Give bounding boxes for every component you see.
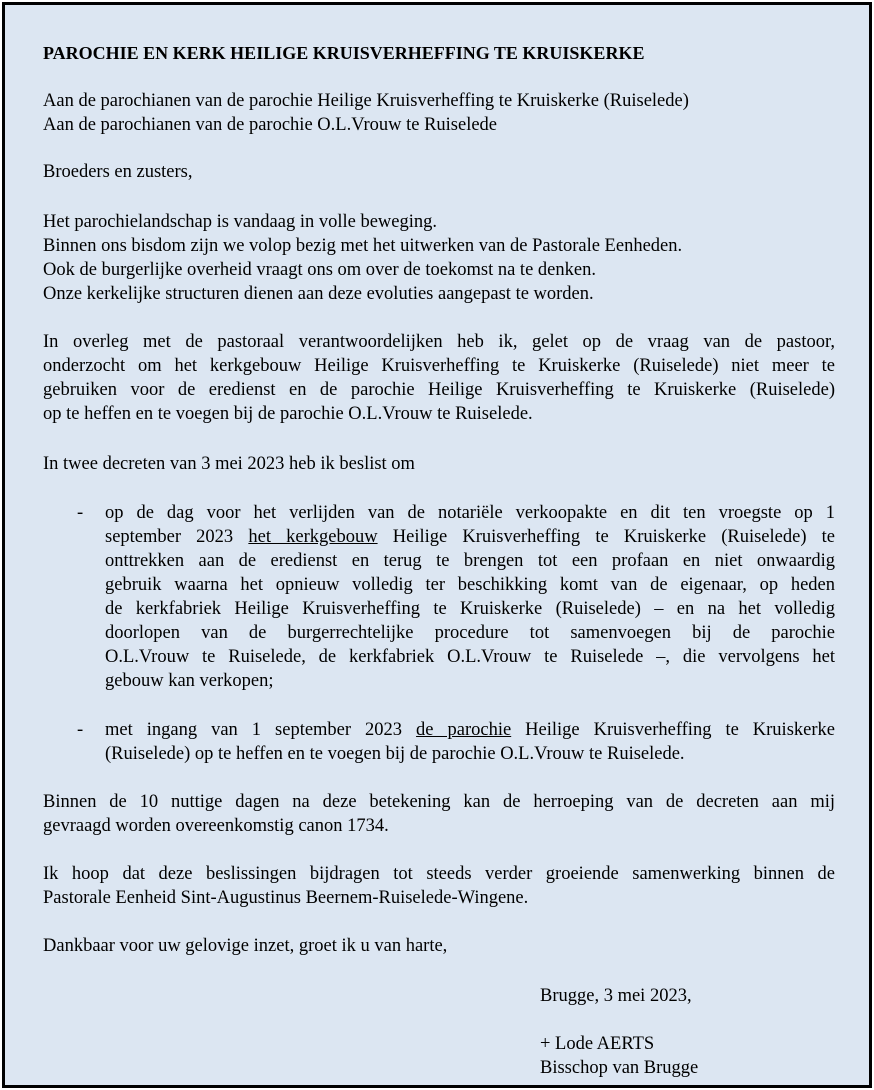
appeal-line: Binnen de 10 nuttige dagen na deze betekening kan de herroeping van de decreten aan mij: [43, 792, 835, 812]
addressee-line: Aan de parochianen van de parochie Heilige Kruisverheffing te Kruiskerke (Ruiselede): [43, 91, 689, 111]
consultation-line: op te heffen en te voegen bij de parochie O.L.Vrouw te Ruiselede.: [43, 404, 533, 424]
text-run: Heilige Kruisverheffing te Kruiskerke: [511, 720, 835, 740]
underlined-term: het kerkgebouw: [248, 527, 378, 547]
salutation: Broeders en zusters,: [43, 162, 193, 182]
decree-item-2-text: [105, 718, 835, 766]
consultation-line: onderzocht om het kerkgebouw Heilige Kruisverheffing te Kruiskerke (Ruiselede) niet meer te: [43, 356, 835, 376]
signer-title: Bisschop van Brugge: [540, 1058, 699, 1078]
decree-intro: In twee decreten van 3 mei 2023 heb ik beslist om: [43, 454, 415, 474]
addressee-line: Aan de parochianen van de parochie O.L.Vrouw te Ruiselede: [43, 115, 498, 135]
appeal-line: gevraagd worden overeenkomstig canon 1734.: [43, 816, 389, 836]
decree-line: op de dag voor het verlijden van de notariële verkoopakte en dit ten vroegste op 1: [105, 503, 835, 523]
hope-line: Pastorale Eenheid Sint-Augustinus Beernem-Ruiselede-Wingene.: [43, 888, 529, 908]
place-date: Brugge, 3 mei 2023,: [540, 986, 692, 1006]
bullet-dash: -: [77, 720, 84, 740]
intro-line: Ook de burgerlijke overheid vraagt ons om over de toekomst na te denken.: [43, 260, 596, 280]
hope-paragraph: [43, 862, 835, 910]
decree-line: [105, 718, 835, 742]
text-run: Heilige Kruisverheffing te Kruiskerke (Ruiselede) te: [377, 527, 835, 547]
decree-line: gebouw kan verkopen;: [105, 671, 274, 691]
decree-line: O.L.Vrouw te Ruiselede, de kerkfabriek O.L.Vrouw te Ruiselede –, die vervolgens het: [105, 647, 835, 667]
intro-paragraph: [43, 210, 835, 306]
decree-line: (Ruiselede) op te heffen en te voegen bij de parochie O.L.Vrouw te Ruiselede.: [105, 744, 685, 764]
letter-frame: [2, 2, 872, 1088]
signer-name: + Lode AERTS: [540, 1034, 655, 1054]
closing-line: Dankbaar voor uw gelovige inzet, groet ik u van harte,: [43, 936, 448, 956]
decree-line: de kerkfabriek Heilige Kruisverheffing te Kruiskerke (Ruiselede) – en na het volledig: [105, 599, 835, 619]
intro-line: Onze kerkelijke structuren dienen aan deze evoluties aangepast te worden.: [43, 284, 594, 304]
letter-title: PAROCHIE EN KERK HEILIGE KRUISVERHEFFING TE KRUISKERKE: [43, 43, 645, 63]
intro-line: Het parochielandschap is vandaag in volle beweging.: [43, 212, 438, 232]
bullet-dash: -: [77, 503, 84, 523]
decree-line: doorlopen van de burgerrechtelijke procedure tot samenvoegen bij de parochie: [105, 623, 835, 643]
hope-line: Ik hoop dat deze beslissingen bijdragen tot steeds verder groeiende samenwerking binnen de: [43, 864, 835, 884]
decree-line: onttrekken aan de eredienst en terug te brengen tot een profaan en niet onwaardig: [105, 551, 835, 571]
consultation-line: gebruiken voor de eredienst en de parochie Heilige Kruisverheffing te Kruiskerke (Ruiselede): [43, 380, 835, 400]
decree-line: gebruik waarna het opnieuw volledig ter beschikking komt van de eigenaar, op heden: [105, 575, 835, 595]
consultation-paragraph: [43, 330, 835, 426]
decree-line: [105, 525, 835, 549]
consultation-line: In overleg met de pastoraal verantwoordelijken heb ik, gelet op de vraag van de pastoor,: [43, 332, 835, 352]
text-run: september 2023: [105, 527, 249, 547]
appeal-paragraph: [43, 790, 835, 838]
text-run: met ingang van 1 september 2023: [105, 720, 417, 740]
decree-item-1-text: [105, 501, 835, 693]
intro-line: Binnen ons bisdom zijn we volop bezig met het uitwerken van de Pastorale Eenheden.: [43, 236, 683, 256]
addressees: [43, 89, 835, 137]
underlined-term: de parochie: [416, 720, 512, 740]
